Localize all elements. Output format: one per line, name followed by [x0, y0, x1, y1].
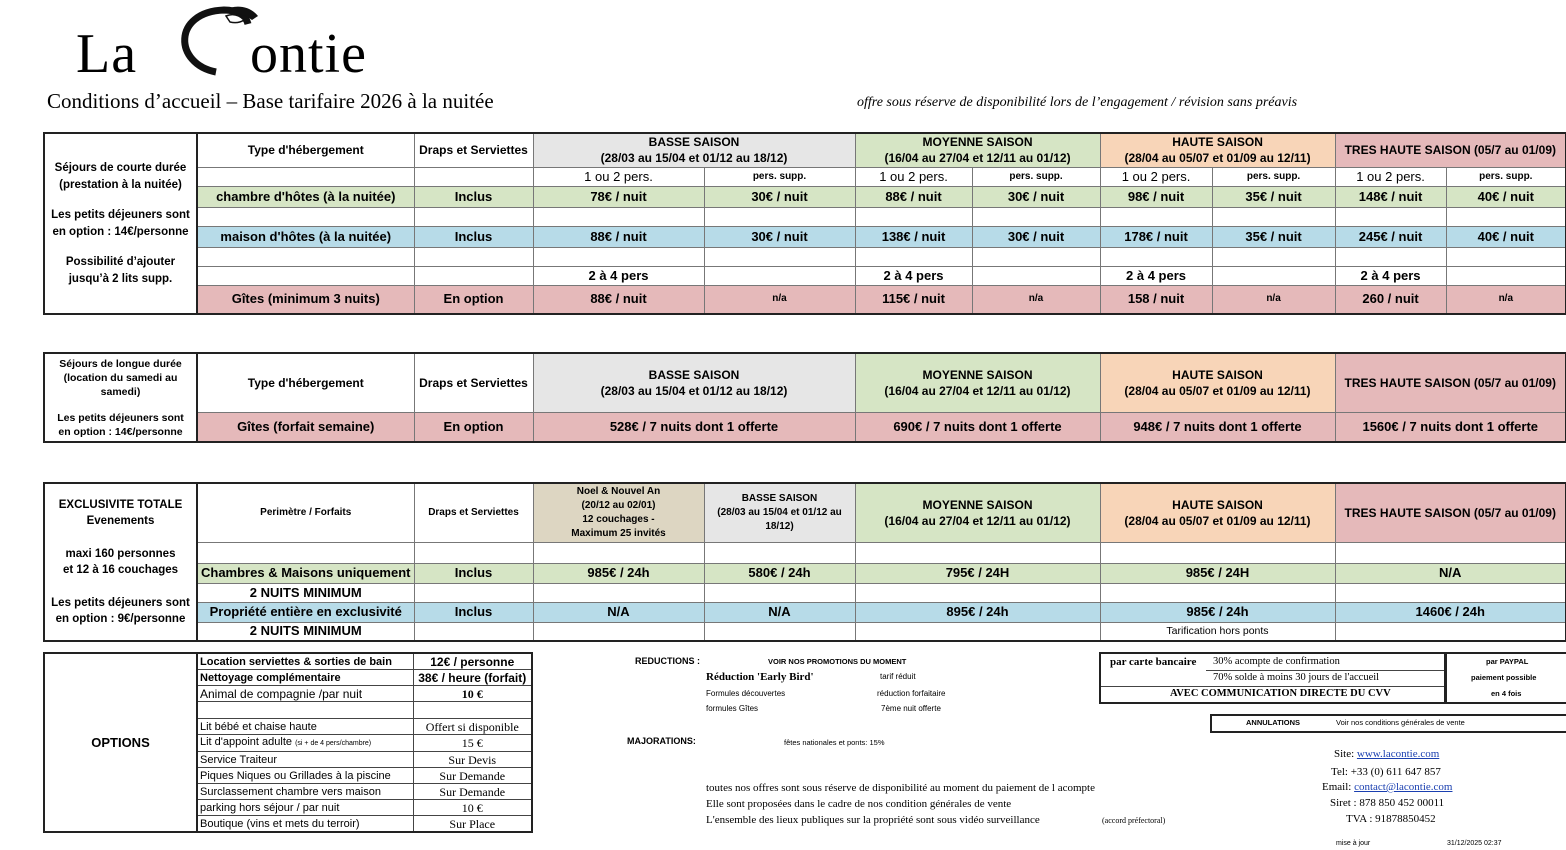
season-tres-haute-header: TRES HAUTE SAISON (05/7 au 01/09): [1335, 483, 1566, 542]
option-value: 15 €: [413, 735, 532, 752]
long-gite-linen: En option: [414, 412, 533, 442]
formules-gites: formules Gîtes: [706, 704, 759, 713]
option-value: 10 €: [413, 800, 532, 816]
option-label: Boutique (vins et mets du terroir): [197, 816, 413, 833]
sub-header: pers. supp.: [1446, 167, 1566, 186]
exclusive-chambres-row: [44, 563, 1566, 583]
season-basse-header: BASSE SAISON (28/03 au 15/04 et 01/12 au 18/12): [533, 353, 855, 412]
exclusive-chambres-label: Chambres & Maisons uniquement: [197, 563, 414, 583]
payment-card: par carte bancaire: [1110, 656, 1197, 668]
exclusive-propriete-label: Propriété entière en exclusivité: [197, 602, 414, 622]
price-cell: 78€ / nuit: [533, 186, 704, 207]
price-cell: 88€ / nuit: [533, 285, 704, 314]
price-cell: 948€ / 7 nuits dont 1 offerte: [1100, 412, 1335, 442]
gite-persons: 2 à 4 pers: [1100, 266, 1212, 285]
price-cell: 260 / nuit: [1335, 285, 1446, 314]
long-stay-table: [43, 352, 1566, 443]
gite-label: Gîtes (minimum 3 nuits): [197, 285, 414, 314]
payment-box: [1099, 652, 1447, 704]
min-nights: 2 NUITS MINIMUM: [197, 583, 414, 602]
option-label: Nettoyage complémentaire: [197, 670, 413, 686]
option-value: Sur Demande: [413, 784, 532, 800]
exclusive-linen: Inclus: [414, 563, 533, 583]
price-cell: 88€ / nuit: [533, 226, 704, 247]
majorations-text: fêtes nationales et ponts: 15%: [784, 738, 885, 747]
price-cell: 30€ / nuit: [704, 226, 855, 247]
paypal-box: [1444, 652, 1566, 704]
price-cell: 528€ / 7 nuits dont 1 offerte: [533, 412, 855, 442]
logo-visible-ontie: ontie: [250, 23, 367, 85]
long-gite-label: Gîtes (forfait semaine): [197, 412, 414, 442]
season-basse-header: BASSE SAISON (28/03 au 15/04 et 01/12 au 18/12): [533, 133, 855, 167]
tarif-reduit: tarif réduit: [880, 672, 916, 681]
logo: [76, 2, 396, 84]
price-cell: 985€ / 24H: [1100, 563, 1335, 583]
price-cell: 35€ / nuit: [1212, 226, 1335, 247]
contact-siret: Siret : 878 850 452 00011: [1330, 797, 1445, 809]
hors-ponts: Tarification hors ponts: [1100, 622, 1335, 641]
exclusive-linen: Inclus: [414, 602, 533, 622]
season-moyenne-header: MOYENNE SAISON (16/04 au 27/04 et 12/11 au 01/12): [855, 133, 1100, 167]
option-label: parking hors séjour / par nuit: [197, 800, 413, 816]
season-haute-header: HAUTE SAISON (28/04 au 05/07 et 01/09 au 12/11): [1100, 133, 1335, 167]
sub-header: 1 ou 2 pers.: [1100, 167, 1212, 186]
chambre-row: [44, 186, 1566, 207]
price-cell: 98€ / nuit: [1100, 186, 1212, 207]
price-cell: 795€ / 24H: [855, 563, 1100, 583]
payment-solde: 70% solde à moins 30 jours de l'accueil: [1213, 672, 1380, 683]
footer-note: Elle sont proposées dans le cadre de nos condition générales de vente: [706, 798, 1012, 810]
sub-header: 1 ou 2 pers.: [1335, 167, 1446, 186]
season-haute-header: HAUTE SAISON (28/04 au 05/07 et 01/09 au 12/11): [1100, 353, 1335, 412]
gite-linen: En option: [414, 285, 533, 314]
reductions-title: REDUCTIONS :: [635, 656, 700, 666]
logo-visible-la: La: [76, 23, 168, 85]
season-noel-header: Noel & Nouvel An (20/12 au 02/01) 12 couchages - Maximum 25 invités: [533, 483, 704, 542]
option-label: Location serviettes & sorties de bain: [197, 653, 413, 670]
footer-note: L'ensemble des lieux publiques sur la propriété sont sous vidéo surveillance: [706, 814, 1040, 826]
offer-note: offre sous réserve de disponibilité lors de l’engagement / révision sans préavis: [857, 95, 1298, 110]
sub-header: pers. supp.: [1212, 167, 1335, 186]
early-bird: Réduction 'Early Bird': [706, 671, 814, 683]
season-moyenne-header: MOYENNE SAISON (16/04 au 27/04 et 12/11 au 01/12): [855, 483, 1100, 542]
short-stay-table: [43, 132, 1566, 315]
price-cell: N/A: [704, 602, 855, 622]
price-cell: 985€ / 24h: [533, 563, 704, 583]
footer-note: toutes nos offres sont sous réserve de disponibilité au moment du paiement de l acompte: [706, 782, 1095, 794]
price-cell: 138€ / nuit: [855, 226, 972, 247]
price-cell: 1560€ / 7 nuits dont 1 offerte: [1335, 412, 1566, 442]
season-tres-haute-header: TRES HAUTE SAISON (05/7 au 01/09): [1335, 353, 1566, 412]
sub-header: 1 ou 2 pers.: [855, 167, 972, 186]
option-value: Sur Devis: [413, 752, 532, 768]
option-value: Sur Demande: [413, 768, 532, 784]
exclusive-side: EXCLUSIVITE TOTALE Evenements maxi 160 personnes et 12 à 16 couchages Les petits déjeuners sont en option : 9€/personne: [44, 483, 197, 641]
accord-prefectoral: (accord préfectoral): [1102, 816, 1166, 825]
price-cell: 115€ / nuit: [855, 285, 972, 314]
option-label: Service Traiteur: [197, 752, 413, 768]
maison-label: maison d'hôtes (à la nuitée): [197, 226, 414, 247]
annulations-label: ANNULATIONS: [1246, 718, 1301, 727]
contact-tva: TVA : 91878850452: [1346, 813, 1436, 825]
majorations-title: MAJORATIONS:: [627, 736, 696, 746]
price-cell: N/A: [1335, 563, 1566, 583]
long-gite-row: [44, 412, 1566, 442]
season-basse-header: BASSE SAISON (28/03 au 15/04 et 01/12 au 18/12): [704, 483, 855, 542]
option-value: Offert si disponible: [413, 719, 532, 735]
exclusive-table: [43, 482, 1566, 642]
email-link[interactable]: contact@lacontie.com: [1354, 781, 1453, 793]
chambre-label: chambre d'hôtes (à la nuitée): [197, 186, 414, 207]
col-type-header: Type d'hébergement: [197, 353, 414, 412]
options-table: [43, 652, 533, 833]
gite-persons: 2 à 4 pers: [1335, 266, 1446, 285]
price-cell: 690€ / 7 nuits dont 1 offerte: [855, 412, 1100, 442]
option-value: 10 €: [413, 686, 532, 702]
long-stay-side: Séjours de longue durée (location du samedi au samedi) Les petits déjeuners sont en option : 14€/personne: [44, 353, 197, 442]
paypal-times: en 4 fois: [1491, 689, 1522, 698]
price-cell: 895€ / 24h: [855, 602, 1100, 622]
contact-site: Site: www.lacontie.com: [1334, 748, 1440, 760]
price-cell: 40€ / nuit: [1446, 226, 1566, 247]
formules-decouvertes: Formules découvertes: [706, 689, 786, 698]
price-cell: 1460€ / 24h: [1335, 602, 1566, 622]
annulations-box: [1210, 714, 1566, 733]
paypal-label: par PAYPAL: [1486, 657, 1529, 666]
update-date: 31/12/2025 02:37: [1447, 840, 1502, 847]
price-cell: 580€ / 24h: [704, 563, 855, 583]
gite-persons: 2 à 4 pers: [533, 266, 704, 285]
price-cell: 178€ / nuit: [1100, 226, 1212, 247]
chambre-linen: Inclus: [414, 186, 533, 207]
sub-header: 1 ou 2 pers.: [533, 167, 704, 186]
gite-persons: 2 à 4 pers: [855, 266, 972, 285]
update-label: mise à jour: [1336, 840, 1371, 847]
option-value: Sur Place: [413, 816, 532, 833]
option-label: Lit d'appoint adulte (si + de 4 pers/chambre): [197, 735, 413, 752]
col-perim-header: Perimètre / Forfaits: [197, 483, 414, 542]
nuit-offerte: 7ème nuit offerte: [881, 704, 941, 713]
short-stay-side: Séjours de courte durée (prestation à la nuitée) Les petits déjeuners sont en option : 14€/personne Possibilité d’ajouter jusqu’à 2 lits supp.: [44, 133, 197, 314]
maison-linen: Inclus: [414, 226, 533, 247]
col-linen-header: Draps et Serviettes: [414, 483, 533, 542]
contact-email: Email: contact@lacontie.com: [1322, 781, 1453, 793]
price-cell: 245€ / nuit: [1335, 226, 1446, 247]
option-label: Surclassement chambre vers maison: [197, 784, 413, 800]
price-cell: 35€ / nuit: [1212, 186, 1335, 207]
price-cell: n/a: [972, 285, 1100, 314]
season-moyenne-header: MOYENNE SAISON (16/04 au 27/04 et 12/11 au 01/12): [855, 353, 1100, 412]
reduction-forfaitaire: réduction forfaitaire: [877, 689, 946, 698]
sub-header: pers. supp.: [972, 167, 1100, 186]
season-tres-haute-header: TRES HAUTE SAISON (05/7 au 01/09): [1335, 133, 1566, 167]
maison-row: [44, 226, 1566, 247]
price-cell: 158 / nuit: [1100, 285, 1212, 314]
price-cell: n/a: [1212, 285, 1335, 314]
price-cell: n/a: [704, 285, 855, 314]
options-title: OPTIONS: [44, 653, 197, 832]
price-cell: 40€ / nuit: [1446, 186, 1566, 207]
option-label: Animal de compagnie /par nuit: [197, 686, 413, 702]
option-label: Piques Niques ou Grillades à la piscine: [197, 768, 413, 784]
option-value: 12€ / personne: [413, 653, 532, 670]
payment-acompte: 30% acompte de confirmation: [1213, 656, 1340, 667]
paypal-possible: paiement possible: [1471, 673, 1537, 682]
price-cell: 985€ / 24h: [1100, 602, 1335, 622]
page-subtitle: Conditions d’accueil – Base tarifaire 2026 à la nuitée: [47, 89, 494, 113]
price-cell: 30€ / nuit: [704, 186, 855, 207]
col-linen-header: Draps et Serviettes: [414, 133, 533, 167]
gite-row: [44, 285, 1566, 314]
price-cell: 88€ / nuit: [855, 186, 972, 207]
option-label: Lit bébé et chaise haute: [197, 719, 413, 735]
exclusive-propriete-row: [44, 602, 1566, 622]
price-cell: 148€ / nuit: [1335, 186, 1446, 207]
price-cell: 30€ / nuit: [972, 186, 1100, 207]
min-nights: 2 NUITS MINIMUM: [197, 622, 414, 641]
price-cell: n/a: [1446, 285, 1566, 314]
payment-cvv: AVEC COMMUNICATION DIRECTE DU CVV: [1170, 688, 1391, 699]
season-haute-header: HAUTE SAISON (28/04 au 05/07 et 01/09 au 12/11): [1100, 483, 1335, 542]
contact-tel: Tel: +33 (0) 611 647 857: [1331, 766, 1441, 778]
price-cell: 30€ / nuit: [972, 226, 1100, 247]
col-type-header: Type d'hébergement: [197, 133, 414, 167]
promo-link[interactable]: VOIR NOS PROMOTIONS DU MOMENT: [768, 657, 907, 666]
col-linen-header: Draps et Serviettes: [414, 353, 533, 412]
option-value: 38€ / heure (forfait): [413, 670, 532, 686]
price-cell: N/A: [533, 602, 704, 622]
sub-header: pers. supp.: [704, 167, 855, 186]
annulations-text[interactable]: Voir nos conditions générales de vente: [1336, 718, 1465, 727]
site-link[interactable]: www.lacontie.com: [1356, 748, 1440, 760]
